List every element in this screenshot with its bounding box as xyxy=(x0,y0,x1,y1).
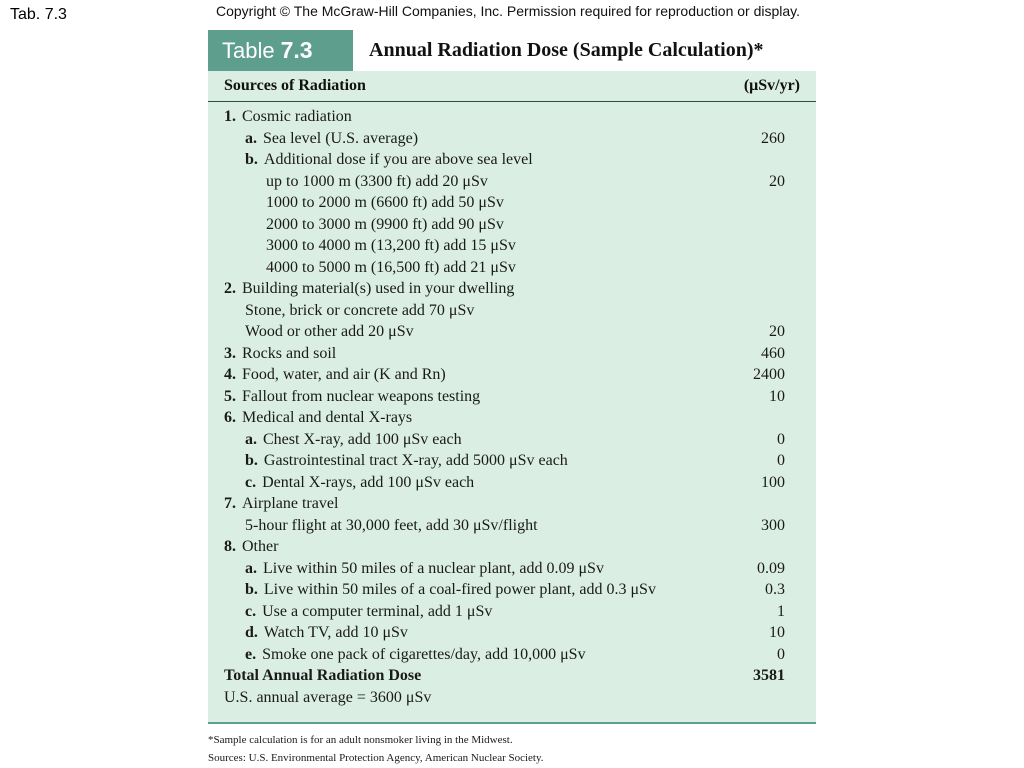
row-value: 10 xyxy=(769,387,785,405)
table-row xyxy=(208,386,816,408)
table-row xyxy=(208,472,816,494)
header-sources: Sources of Radiation xyxy=(224,77,366,94)
row-marker: 5. xyxy=(224,387,236,405)
row-text: Gastrointestinal tract X-ray, add 5000 μSv each xyxy=(263,452,568,469)
row-description xyxy=(245,601,492,623)
table-row xyxy=(208,300,816,322)
total-label: Total Annual Radiation Dose xyxy=(224,667,422,684)
row-description xyxy=(245,128,418,150)
row-marker: c. xyxy=(245,602,257,620)
row-value: 260 xyxy=(761,129,785,147)
table-row xyxy=(208,149,816,171)
row-value: 2400 xyxy=(753,366,785,383)
table-body xyxy=(208,106,816,708)
table-row xyxy=(208,343,816,365)
table-header xyxy=(208,71,816,102)
table-row xyxy=(208,493,816,515)
row-description xyxy=(224,407,412,429)
table-row xyxy=(208,128,816,150)
table-row xyxy=(208,214,816,236)
table-row xyxy=(208,601,816,623)
row-text: Additional dose if you are above sea level xyxy=(263,151,533,168)
row-value: 0.3 xyxy=(765,581,785,598)
row-marker: d. xyxy=(245,624,258,641)
row-marker: 7. xyxy=(224,495,236,512)
row-marker: 4. xyxy=(224,366,236,383)
table-row xyxy=(208,450,816,472)
row-text: Airplane travel xyxy=(242,495,339,512)
row-text: Watch TV, add 10 μSv xyxy=(263,624,408,641)
row-text: Medical and dental X-rays xyxy=(242,409,413,426)
row-text: Other xyxy=(242,538,279,555)
row-description xyxy=(245,450,568,472)
row-value: 300 xyxy=(761,516,785,534)
row-value: 100 xyxy=(761,473,785,491)
row-value: 0 xyxy=(777,430,785,448)
table-row xyxy=(208,644,816,666)
row-text: up to 1000 m (3300 ft) add 20 μSv xyxy=(266,172,488,190)
row-marker: a. xyxy=(245,430,257,448)
row-text: Building material(s) used in your dwelling xyxy=(242,280,515,297)
row-description xyxy=(245,515,538,537)
row-text: Food, water, and air (K and Rn) xyxy=(242,366,446,383)
row-description xyxy=(224,364,446,386)
row-description xyxy=(245,321,414,343)
row-value: 0 xyxy=(777,452,785,469)
row-text: Cosmic radiation xyxy=(242,108,352,125)
footnote-sample: *Sample calculation is for an adult nonsmoker living in the Midwest. xyxy=(208,734,513,746)
table-row xyxy=(208,579,816,601)
table-panel xyxy=(208,30,816,724)
table-title: Annual Radiation Dose (Sample Calculation)* xyxy=(369,39,764,61)
footnotes xyxy=(208,731,544,767)
row-text: 2000 to 3000 m (9900 ft) add 90 μSv xyxy=(266,215,504,233)
row-description xyxy=(245,558,604,580)
row-marker: b. xyxy=(245,581,258,598)
row-description xyxy=(245,622,408,644)
row-text: Use a computer terminal, add 1 μSv xyxy=(262,602,493,620)
row-description xyxy=(266,235,516,257)
row-description xyxy=(245,429,462,451)
table-row xyxy=(208,622,816,644)
table-row xyxy=(208,235,816,257)
row-marker: 2. xyxy=(224,280,236,297)
row-value: 20 xyxy=(769,323,785,340)
table-row xyxy=(208,106,816,128)
copyright-notice: Copyright © The McGraw-Hill Companies, Inc. Permission required for reproduction or display. xyxy=(216,3,801,19)
row-marker: e. xyxy=(245,645,257,663)
row-marker: c. xyxy=(245,473,257,491)
table-row xyxy=(208,364,816,386)
row-value: 0.09 xyxy=(757,559,785,577)
row-text: Chest X-ray, add 100 μSv each xyxy=(263,430,462,448)
row-description xyxy=(224,343,336,365)
row-marker: 8. xyxy=(224,538,236,555)
row-value: 10 xyxy=(769,624,785,641)
row-value: 20 xyxy=(769,172,785,190)
total-value: 3581 xyxy=(753,667,785,684)
row-description xyxy=(224,106,352,128)
us-average-text: U.S. annual average = 3600 μSv xyxy=(224,688,432,706)
row-description xyxy=(224,493,338,515)
row-description xyxy=(245,472,474,494)
row-description xyxy=(245,149,533,171)
row-text: Live within 50 miles of a nuclear plant, add 0.09 μSv xyxy=(263,559,604,577)
row-marker: b. xyxy=(245,452,258,469)
table-row xyxy=(208,321,816,343)
row-description xyxy=(266,257,516,279)
row-description xyxy=(245,300,474,322)
table-row xyxy=(208,171,816,193)
row-value: 0 xyxy=(777,645,785,663)
table-row xyxy=(208,407,816,429)
row-text: Smoke one pack of cigarettes/day, add 10,000 μSv xyxy=(262,645,586,663)
row-text: Stone, brick or concrete add 70 μSv xyxy=(245,301,475,319)
row-text: Wood or other add 20 μSv xyxy=(245,323,414,340)
header-unit: (μSv/yr) xyxy=(743,77,800,94)
table-row xyxy=(208,515,816,537)
row-text: Rocks and soil xyxy=(242,344,337,362)
row-text: Sea level (U.S. average) xyxy=(263,129,419,147)
row-value: 1 xyxy=(777,602,785,620)
table-row xyxy=(208,257,816,279)
row-text: Fallout from nuclear weapons testing xyxy=(242,387,481,405)
table-tab-word: Table xyxy=(222,37,275,63)
row-marker: 6. xyxy=(224,409,236,426)
row-description xyxy=(245,579,656,601)
table-row xyxy=(208,192,816,214)
row-marker: b. xyxy=(245,151,258,168)
row-text: 3000 to 4000 m (13,200 ft) add 15 μSv xyxy=(266,237,516,254)
total-row xyxy=(208,665,816,687)
us-average-row xyxy=(208,687,816,709)
row-marker: 3. xyxy=(224,344,236,362)
row-description xyxy=(266,171,488,193)
table-row xyxy=(208,278,816,300)
table-row xyxy=(208,536,816,558)
table-row xyxy=(208,558,816,580)
row-value: 460 xyxy=(761,344,785,362)
row-description xyxy=(245,644,586,666)
row-marker: a. xyxy=(245,129,257,147)
row-text: 5-hour flight at 30,000 feet, add 30 μSv/flight xyxy=(245,516,538,534)
table-tab xyxy=(208,30,353,71)
row-description xyxy=(224,278,514,300)
row-text: 4000 to 5000 m (16,500 ft) add 21 μSv xyxy=(266,258,516,276)
table-row xyxy=(208,429,816,451)
table-tab-number: 7.3 xyxy=(280,37,313,63)
row-description xyxy=(266,192,504,214)
row-marker: 1. xyxy=(224,108,236,125)
row-description xyxy=(266,214,504,236)
row-description xyxy=(224,386,480,408)
row-marker: a. xyxy=(245,559,257,577)
row-text: Live within 50 miles of a coal-fired power plant, add 0.3 μSv xyxy=(263,581,656,598)
row-description xyxy=(224,536,278,558)
row-text: 1000 to 2000 m (6600 ft) add 50 μSv xyxy=(266,194,504,211)
footnote-sources: Sources: U.S. Environmental Protection Agency, American Nuclear Society. xyxy=(208,752,544,764)
row-text: Dental X-rays, add 100 μSv each xyxy=(262,473,475,491)
slide-label: Tab. 7.3 xyxy=(10,6,67,23)
